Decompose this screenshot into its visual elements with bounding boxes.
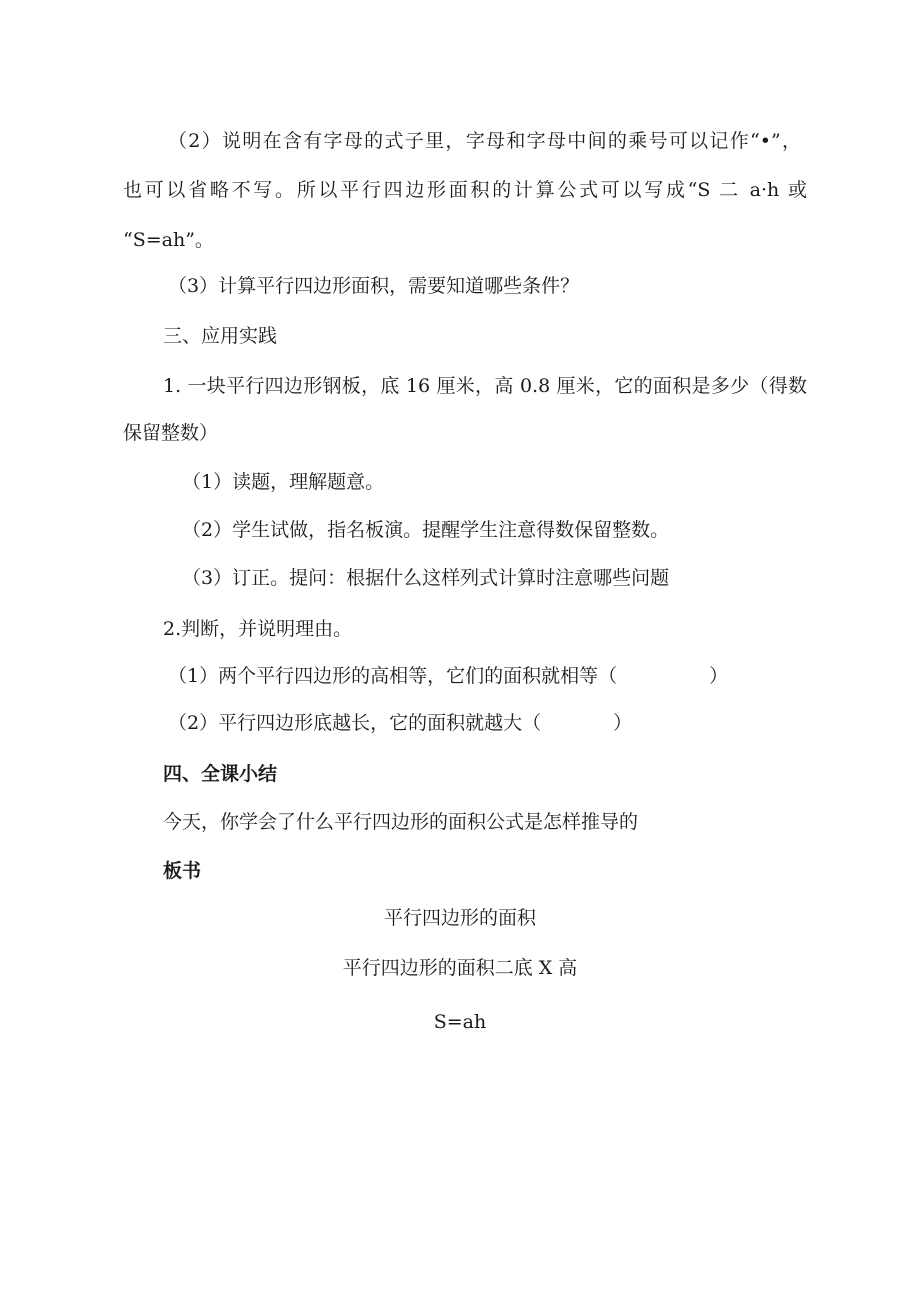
question-2-item-1-text: （1）两个平行四边形的高相等，它们的面积就相等（ [168,665,618,687]
paragraph-2-line-2: 也可以省略不写。所以平行四边形面积的计算公式可以写成“S 二 a·h 或 [123,179,807,201]
question-2-item-1 [168,664,728,688]
board-title: 板书 [163,860,202,882]
section-4-title: 四、全课小结 [163,763,278,785]
board-line-1: 平行四边形的面积 [383,907,536,929]
question-2-item-2 [168,711,632,735]
board-line-3: S=ah [433,1011,487,1033]
question-1-step-2: （2）学生试做，指名板演。提醒学生注意得数保留整数。 [182,519,670,541]
question-1-line-2: 保留整数） [123,422,219,444]
board-line-2: 平行四边形的面积二底 X 高 [342,957,578,979]
paragraph-3: （3）计算平行四边形面积，需要知道哪些条件？ [168,275,580,297]
question-2-item-1-close: ） [709,665,729,687]
question-2-title: 2.判断，并说明理由。 [163,618,353,640]
question-2-item-2-text: （2）平行四边形底越长，它的面积就越大（ [168,712,542,734]
question-2-item-2-close: ） [613,712,633,734]
question-1-line-1: 1. 一块平行四边形钢板，底 16 厘米，高 0.8 厘米，它的面积是多少（得数 [163,375,807,397]
question-1-step-3: （3）订正。提问：根据什么这样列式计算时注意哪些问题 [182,567,670,589]
section-3-title: 三、应用实践 [163,325,278,347]
paragraph-2-line-1: （2）说明在含有字母的式子里，字母和字母中间的乘号可以记作“•”， [168,130,801,152]
summary-text: 今天，你学会了什么平行四边形的面积公式是怎样推导的 [163,811,639,833]
question-1-step-1: （1）读题，理解题意。 [182,471,385,493]
paragraph-2-line-3: “S=ah”。 [123,229,214,251]
